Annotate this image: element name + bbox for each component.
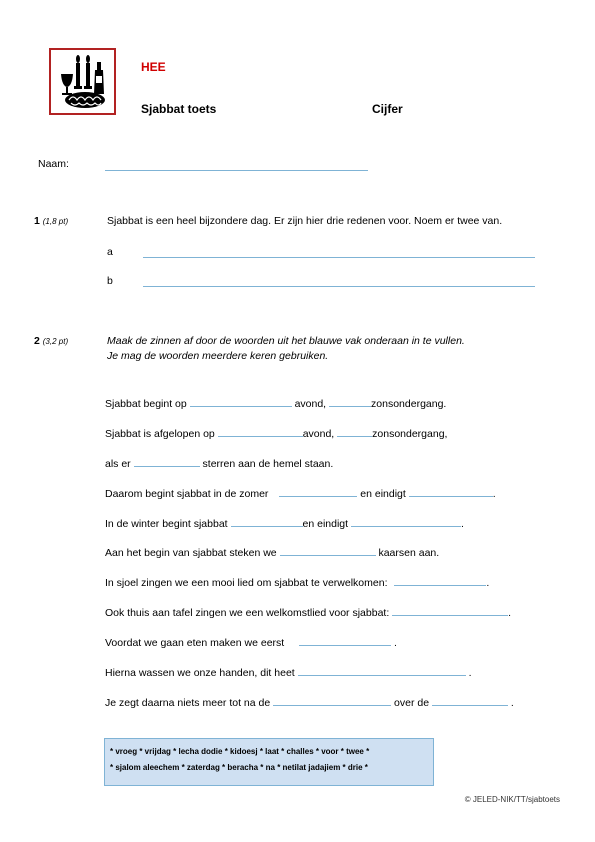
sentence-7	[105, 575, 489, 589]
question-2-instruction-1: Maak de zinnen af door de woorden uit het blauwe vak onderaan in te vullen.	[107, 335, 465, 347]
word-box	[104, 738, 434, 786]
sentence-8-part-b: .	[508, 607, 512, 619]
sentence-5	[105, 516, 464, 530]
sentence-5-part-b: en eindigt	[302, 518, 349, 530]
sentence-4-part-a: Daarom begint sjabbat in de zomer	[105, 488, 269, 500]
sentence-10-part-b: .	[468, 667, 472, 679]
blank-field[interactable]	[298, 665, 466, 676]
blank-field[interactable]	[280, 545, 376, 556]
name-field[interactable]	[105, 170, 368, 171]
sentence-10-part-a: Hierna wassen we onze handen, dit heet	[105, 667, 295, 679]
sentence-1-part-a: Sjabbat begint op	[105, 398, 187, 410]
sentence-7-part-a: In sjoel zingen we een mooi lied om sjabbat te verwelkomen:	[105, 577, 388, 589]
shabbat-candles-icon	[51, 50, 114, 113]
blank-field[interactable]	[279, 486, 357, 497]
sentence-11	[105, 695, 514, 709]
answer-a-field[interactable]	[143, 257, 535, 258]
sentence-3-part-b: sterren aan de hemel staan.	[202, 458, 334, 470]
sentence-9-part-a: Voordat we gaan eten maken we eerst	[105, 637, 285, 649]
grade-label: Cijfer	[372, 102, 403, 116]
sentence-4-part-b: en eindigt	[360, 488, 406, 500]
blank-field[interactable]	[134, 456, 200, 467]
question-2-header	[34, 335, 68, 347]
sentence-8	[105, 605, 511, 619]
sentence-8-part-a: Ook thuis aan tafel zingen we een welkomstlied voor sjabbat:	[105, 607, 390, 619]
blank-field[interactable]	[329, 396, 371, 407]
name-label: Naam:	[38, 158, 69, 170]
sentence-2-part-a: Sjabbat is afgelopen op	[105, 428, 215, 440]
sentence-4	[105, 486, 496, 500]
sentence-6-part-b: kaarsen aan.	[378, 547, 440, 559]
blank-field[interactable]	[299, 635, 391, 646]
sentence-2-part-c: zonsondergang,	[372, 428, 448, 440]
sentence-9-part-b: .	[394, 637, 397, 649]
sentence-10	[105, 665, 471, 679]
blank-field[interactable]	[351, 516, 461, 527]
sentence-11-part-c: .	[510, 697, 514, 709]
blank-field[interactable]	[409, 486, 493, 497]
sentence-9	[105, 635, 397, 649]
blank-field[interactable]	[392, 605, 508, 616]
sentence-11-part-b: over de	[394, 697, 430, 709]
sentence-7-part-b: .	[486, 577, 490, 589]
blank-field[interactable]	[394, 575, 486, 586]
sentence-2	[105, 426, 447, 440]
sentence-3-part-a: als er	[105, 458, 131, 470]
logo-image	[49, 48, 116, 115]
blank-field[interactable]	[190, 396, 292, 407]
answer-a-label: a	[107, 246, 113, 258]
page-title: Sjabbat toets	[141, 102, 217, 116]
sentence-1-part-b: avond,	[294, 398, 327, 410]
word-box-line-1: * vroeg * vrijdag * lecha dodie * kidoesj * laat * challes * voor * twee *	[110, 747, 370, 756]
blank-field[interactable]	[273, 695, 391, 706]
question-1-text: Sjabbat is een heel bijzondere dag. Er zijn hier drie redenen voor. Noem er twee van.	[107, 215, 503, 227]
blank-field[interactable]	[218, 426, 303, 437]
word-box-line-2: * sjalom aleechem * zaterdag * beracha * na * netilat jadajiem * drie *	[110, 763, 368, 772]
question-2-points: (3,2 pt)	[42, 337, 69, 346]
question-1-header	[34, 215, 68, 227]
sentence-2-part-b: avond,	[302, 428, 335, 440]
sentence-1	[105, 396, 446, 410]
copyright-footer: © JELED-NIK/TT/sjabtoets	[464, 795, 560, 804]
sentence-4-part-c: .	[492, 488, 496, 500]
sentence-6	[105, 545, 439, 559]
sentence-6-part-a: Aan het begin van sjabbat steken we	[105, 547, 277, 559]
blank-field[interactable]	[231, 516, 303, 527]
sentence-5-part-c: .	[460, 518, 464, 530]
sentence-11-part-a: Je zegt daarna niets meer tot na de	[105, 697, 271, 709]
sentence-3	[105, 456, 333, 470]
answer-b-field[interactable]	[143, 286, 535, 287]
level-label: HEE	[141, 60, 166, 74]
sentence-1-part-c: zonsondergang.	[371, 398, 447, 410]
answer-b-label: b	[107, 275, 113, 287]
blank-field[interactable]	[337, 426, 372, 437]
question-1-number: 1	[34, 215, 40, 227]
question-1-points: (1,8 pt)	[42, 217, 69, 226]
blank-field[interactable]	[432, 695, 508, 706]
question-2-instruction-2: Je mag de woorden meerdere keren gebruiken.	[107, 350, 329, 362]
sentence-5-part-a: In de winter begint sjabbat	[105, 518, 228, 530]
question-2-number: 2	[34, 335, 40, 347]
